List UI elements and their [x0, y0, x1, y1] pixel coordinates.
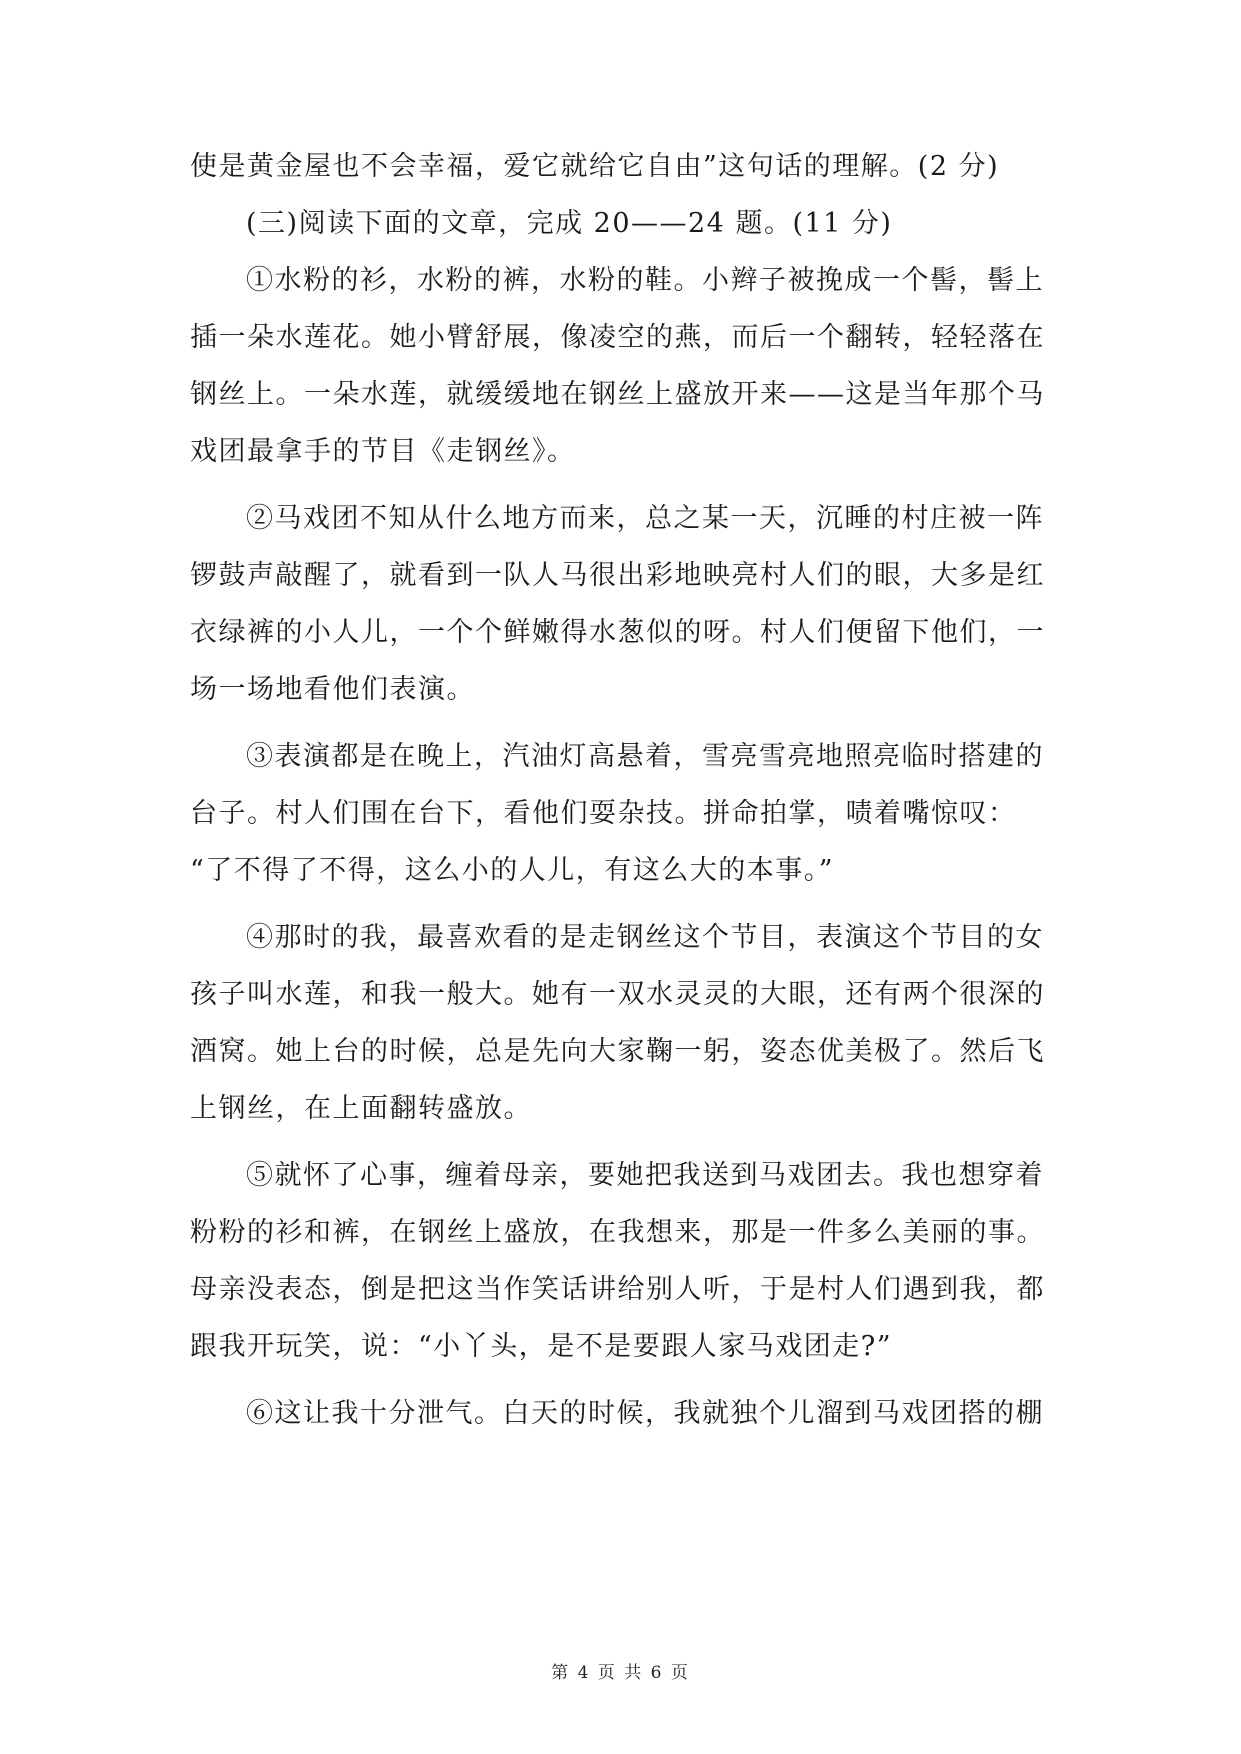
text-line: 锣鼓声敲醒了，就看到一队人马很出彩地映亮村人们的眼，大多是红 — [190, 560, 1045, 591]
text-line: 上钢丝，在上面翻转盛放。 — [190, 1093, 532, 1124]
text-line: 插一朵水莲花。她小臂舒展，像凌空的燕，而后一个翻转，轻轻落在 — [190, 322, 1045, 353]
text-line: 场一场地看他们表演。 — [190, 674, 475, 705]
text-line: 粉粉的衫和裤，在钢丝上盛放，在我想来，那是一件多么美丽的事。 — [190, 1217, 1045, 1248]
text-line: 戏团最拿手的节目《走钢丝》。 — [190, 436, 576, 467]
text-line: 钢丝上。一朵水莲，就缓缓地在钢丝上盛放开来——这是当年那个马 — [190, 379, 1045, 410]
text-line: 母亲没表态，倒是把这当作笑话讲给别人听，于是村人们遇到我，都 — [190, 1274, 1045, 1305]
text-line: ④那时的我，最喜欢看的是走钢丝这个节目，表演这个节目的女 — [246, 922, 1044, 953]
text-line: 台子。村人们围在台下，看他们耍杂技。拼命拍掌，啧着嘴惊叹： — [190, 798, 1017, 829]
text-line: ③表演都是在晚上，汽油灯高悬着，雪亮雪亮地照亮临时搭建的 — [246, 741, 1044, 772]
page-number-footer: 第 4 页 共 6 页 — [551, 1663, 690, 1683]
text-line: 衣绿裤的小人儿，一个个鲜嫩得水葱似的呀。村人们便留下他们，一 — [190, 617, 1045, 648]
text-line: ②马戏团不知从什么地方而来，总之某一天，沉睡的村庄被一阵 — [246, 503, 1044, 534]
text-line: ①水粉的衫，水粉的裤，水粉的鞋。小辫子被挽成一个髻，髻上 — [246, 265, 1044, 296]
text-line: 酒窝。她上台的时候，总是先向大家鞠一躬，姿态优美极了。然后飞 — [190, 1036, 1045, 1067]
section-heading: (三)阅读下面的文章，完成 20——24 题。(11 分) — [246, 208, 893, 239]
text-line: 跟我开玩笑，说：“小丫头，是不是要跟人家马戏团走?” — [190, 1331, 893, 1362]
text-line: ⑥这让我十分泄气。白天的时候，我就独个儿溜到马戏团搭的棚 — [246, 1398, 1044, 1429]
text-line: “了不得了不得，这么小的人儿，有这么大的本事。” — [190, 855, 835, 886]
text-line: 孩子叫水莲，和我一般大。她有一双水灵灵的大眼，还有两个很深的 — [190, 979, 1045, 1010]
text-line: 使是黄金屋也不会幸福，爱它就给它自由”这句话的理解。(2 分) — [190, 151, 1000, 182]
text-line: ⑤就怀了心事，缠着母亲，要她把我送到马戏团去。我也想穿着 — [246, 1160, 1044, 1191]
